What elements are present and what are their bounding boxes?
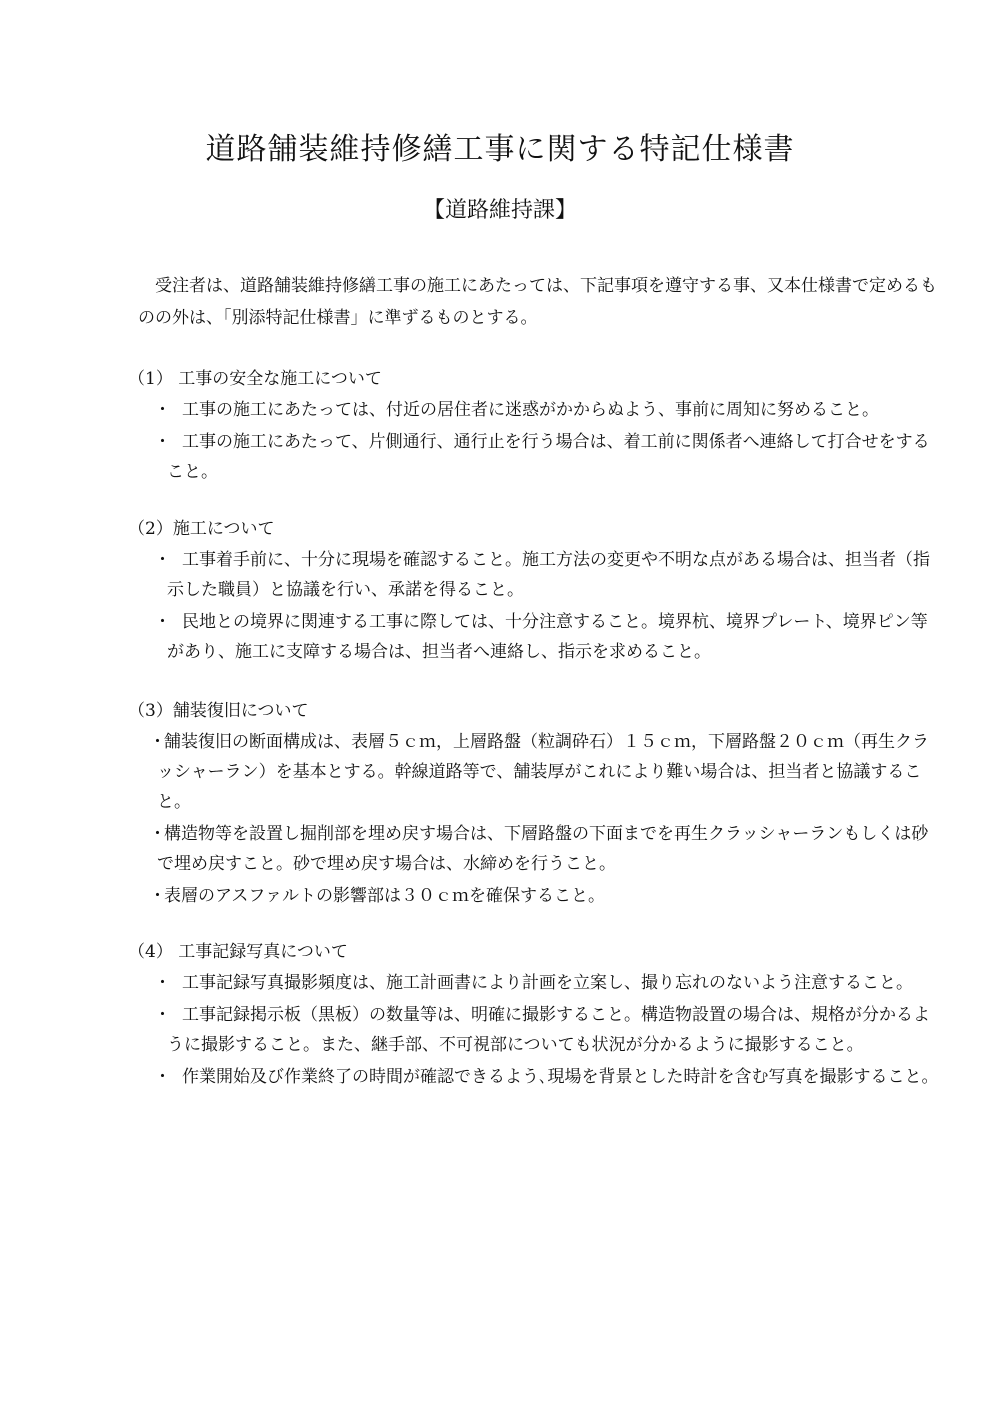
department-label: 【道路維持課】 <box>422 198 577 223</box>
list-item-text: 構造物等を設置し掘削部を埋め戻す場合は、下層路盤の下面までを再生クラッシャーランもしくは砂で埋め戻すこと。砂で埋め戻す場合は、水締めを行うこと。 <box>157 824 929 874</box>
list-item <box>128 427 940 487</box>
list-item <box>128 968 940 998</box>
section-heading: （1） 工事の安全な施工について <box>128 369 382 389</box>
list-item-text: 工事の施工にあたって、片側通行、通行止を行う場合は、着工前に関係者へ連絡して打合せをすること。 <box>167 432 930 482</box>
section-photo-records <box>128 936 940 1094</box>
bullet-mark: ・ <box>149 824 166 844</box>
bullet-mark: ・ <box>149 732 166 752</box>
list-item <box>128 881 940 911</box>
section-construction <box>128 513 940 669</box>
list-item-text: 舗装復旧の断面構成は、表層５ｃｍ，上層路盤（粒調砕石）１５ｃｍ，下層路盤２０ｃｍ（再生クラッシャーラン）を基本とする。幹線道路等で、舗装厚がこれにより難い場合は、担当者と協議すること。 <box>157 732 929 812</box>
bullet-mark: ・ <box>154 612 171 632</box>
bullet-mark: ・ <box>154 432 171 452</box>
bullet-mark: ・ <box>154 1067 171 1087</box>
list-item-text: 民地との境界に関連する工事に際しては、十分注意すること。境界杭、境界プレート、境界ピン等があり、施工に支障する場合は、担当者へ連絡し、指示を求めること。 <box>167 612 928 662</box>
list-item <box>128 395 940 425</box>
list-item <box>128 1000 940 1060</box>
bullet-mark: ・ <box>149 886 166 906</box>
section-heading: （4） 工事記録写真について <box>128 942 348 962</box>
list-item <box>128 727 940 817</box>
section-pavement-restoration <box>128 695 940 913</box>
section-heading: （2）施工について <box>128 519 275 539</box>
list-item-text: 表層のアスファルトの影響部は３０ｃｍを確保すること。 <box>164 886 605 906</box>
list-item-text: 工事着手前に、十分に現場を確認すること。施工方法の変更や不明な点がある場合は、担当者（指示した職員）と協議を行い、承諾を得ること。 <box>167 550 930 600</box>
intro-paragraph: 受注者は、道路舗装維持修繕工事の施工にあたっては、下記事項を遵守する事、又本仕様書で定めるものの外は、「別添特記仕様書」に準ずるものとする。 <box>138 276 937 328</box>
document-title: 道路舗装維持修繕工事に関する特記仕様書 <box>205 132 795 167</box>
list-item-text: 作業開始及び作業終了の時間が確認できるよう､現場を背景とした時計を含む写真を撮影すること。 <box>182 1067 939 1087</box>
bullet-mark: ・ <box>154 400 171 420</box>
list-item <box>128 1062 940 1092</box>
bullet-mark: ・ <box>154 1005 171 1025</box>
section-safety <box>128 363 940 489</box>
list-item-text: 工事の施工にあたっては、付近の居住者に迷惑がかからぬよう、事前に周知に努めること。 <box>182 400 879 420</box>
section-heading: （3）舗装復旧について <box>128 701 309 721</box>
list-item-text: 工事記録掲示板（黒板）の数量等は、明確に撮影すること。構造物設置の場合は、規格が分かるように撮影すること。また、継手部、不可視部についても状況が分かるように撮影すること。 <box>167 1005 930 1055</box>
bullet-mark: ・ <box>154 550 171 570</box>
list-item <box>128 545 940 605</box>
bullet-mark: ・ <box>154 973 171 993</box>
list-item-text: 工事記録写真撮影頻度は、施工計画書により計画を立案し、撮り忘れのないよう注意すること。 <box>182 973 913 993</box>
list-item <box>128 607 940 667</box>
list-item <box>128 819 940 879</box>
